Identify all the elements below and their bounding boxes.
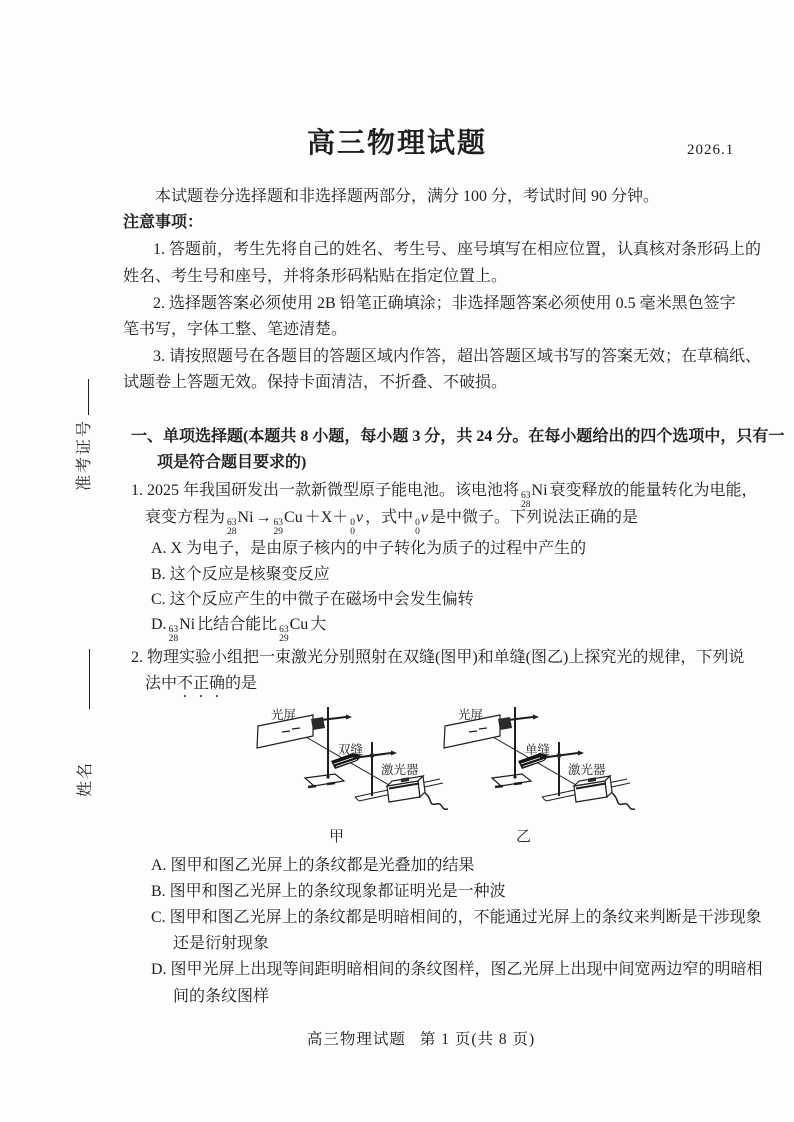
mass-number: 0 bbox=[415, 518, 420, 528]
base-foot bbox=[308, 786, 316, 787]
crossbar-arrow bbox=[346, 715, 352, 720]
nuclide-stack bbox=[274, 519, 284, 537]
particle-symbol: ν bbox=[356, 509, 364, 526]
mass-number: 0 bbox=[350, 518, 355, 528]
crossbar-arrow bbox=[533, 715, 539, 720]
nuclide-stack bbox=[227, 519, 237, 537]
q2-option-d-line-2: 间的条纹图样 bbox=[173, 988, 270, 1005]
nuclide-ni63 bbox=[225, 509, 254, 537]
crossbar-arrow bbox=[391, 751, 397, 756]
margin-name bbox=[75, 627, 93, 797]
nuclide-stack bbox=[279, 626, 289, 644]
bench-edge bbox=[542, 797, 546, 801]
section-header-line-2: 项是符合题目要求的) bbox=[157, 454, 307, 471]
q2-option-a: A. 图甲和图乙光屏上的条纹都是光叠加的结果 bbox=[151, 857, 475, 874]
margin-exam-no bbox=[74, 379, 92, 491]
figure-jia-double-slit bbox=[243, 698, 448, 846]
atomic-number: 28 bbox=[521, 500, 531, 510]
screen-label: 光屏 bbox=[458, 708, 484, 722]
base-bolt bbox=[513, 775, 516, 778]
nuclide-neutrino bbox=[348, 509, 364, 537]
element-symbol: Cu bbox=[284, 509, 303, 526]
page-title: 高三物理试题 bbox=[306, 128, 487, 159]
q2-option-b: B. 图甲和图乙光屏上的条纹现象都证明光是一种波 bbox=[151, 883, 506, 900]
notice-header: 注意事项： bbox=[123, 214, 204, 231]
notice-1-line-1: 1. 答题前，考生先将自己的姓名、考生号、座号填写在相应位置，认真核对条形码上的 bbox=[153, 241, 762, 258]
q2-option-d-line-1: D. 图甲光屏上出现等间距明暗相间的条纹图样，图乙光屏上出现中间宽两边窄的明暗相 bbox=[151, 961, 763, 978]
stand-base bbox=[305, 774, 344, 786]
element-symbol: Ni bbox=[531, 482, 548, 499]
q1-line-2: 衰变方程为 63 28 Ni → 63 29 Cu ＋X＋ 0 0 ν ，式中 0 0 ν 是中微子。下列说法正确的是 bbox=[145, 509, 638, 537]
laser-cable bbox=[612, 793, 635, 809]
notice-2-line-2: 笔书写，字体工整、笔迹清楚。 bbox=[123, 321, 348, 338]
nuclide-cu63 bbox=[277, 616, 309, 644]
margin-name-blank bbox=[75, 649, 90, 709]
base-foot bbox=[514, 783, 522, 784]
mass-number: 63 bbox=[273, 518, 284, 528]
mass-number: 63 bbox=[168, 625, 179, 635]
emphasized-text: 不正确 bbox=[177, 675, 226, 692]
notice-3-line-2: 试题卷上答题无效。保持卡面清洁，不折叠、不破损。 bbox=[123, 374, 508, 391]
figure-yi-single-slit bbox=[430, 698, 635, 846]
q1-option-c: C. 这个反应产生的中微子在磁场中会发生偏转 bbox=[151, 591, 474, 608]
laser-box-side bbox=[605, 776, 612, 797]
atomic-number: 29 bbox=[279, 634, 289, 644]
nuclide-neutrino bbox=[413, 509, 428, 537]
figure-caption: 甲 bbox=[329, 829, 345, 845]
rod-clamp bbox=[370, 753, 375, 758]
screen-label: 光屏 bbox=[271, 708, 297, 722]
exam-date: 2026.1 bbox=[687, 142, 735, 158]
laser-label: 激光器 bbox=[568, 763, 606, 777]
footer-page-number: 第 1 页(共 8 页) bbox=[419, 1031, 536, 1048]
q1-line-1: 1. 2025 年我国研发出一款新微型原子能电池。该电池将 63 28 Ni 衰变释放的能量转化为电能， bbox=[131, 482, 758, 510]
margin-exam-no-label: 准考证号 bbox=[76, 418, 93, 491]
notice-2-line-1: 2. 选择题答案必须使用 2B 铅笔正确填涂；非选择题答案必须使用 0.5 毫米黑色签字 bbox=[153, 295, 736, 312]
atomic-number: 29 bbox=[273, 527, 284, 537]
base-foot bbox=[495, 786, 503, 787]
q2-line-2: 法中不正确的是 bbox=[145, 675, 258, 692]
atomic-number: 0 bbox=[350, 527, 355, 537]
element-symbol: Cu bbox=[289, 616, 309, 633]
nuclide-cu63 bbox=[272, 509, 303, 537]
stand-base bbox=[492, 774, 531, 786]
section-header-line-1: 一、单项选择题(本题共 8 小题，每小题 3 分，共 24 分。在每小题给出的四个选项中，只有一 bbox=[131, 428, 785, 445]
laser-box-side bbox=[418, 776, 425, 797]
nuclide-stack bbox=[350, 519, 355, 537]
laser-label: 激光器 bbox=[381, 763, 419, 777]
mass-number: 63 bbox=[521, 491, 531, 501]
mass-number: 63 bbox=[279, 625, 289, 635]
figure-caption: 乙 bbox=[516, 829, 532, 845]
element-symbol: Ni bbox=[237, 509, 254, 526]
notice-3-line-1: 3. 请按照题号在各题目的答题区域内作答，超出答题区域书写的答案无效；在草稿纸、 bbox=[153, 348, 762, 365]
notice-1-line-2: 姓名、考生号和座号，并将条形码粘贴在指定位置上。 bbox=[123, 268, 508, 285]
margin-name-label: 姓名 bbox=[77, 760, 94, 797]
q2-option-c-line-1: C. 图甲和图乙光屏上的条纹都是明暗相间的，不能通过光屏上的条纹来判断是干涉现象 bbox=[151, 909, 762, 926]
reaction-arrow: → bbox=[255, 509, 272, 526]
bench-edge bbox=[355, 797, 359, 801]
q1-option-a: A. X 为电子，是由原子核内的中子转化为质子的过程中产生的 bbox=[151, 540, 587, 557]
footer-doc-title: 高三物理试题 bbox=[306, 1031, 406, 1048]
atomic-number: 0 bbox=[415, 527, 420, 537]
base-foot bbox=[327, 783, 335, 784]
element-symbol: Ni bbox=[179, 616, 196, 633]
slit-label: 双缝 bbox=[338, 743, 364, 757]
q2-option-c-line-2: 还是衍射现象 bbox=[173, 935, 270, 952]
screen-clamp bbox=[498, 717, 512, 730]
mass-number: 63 bbox=[227, 518, 237, 528]
atomic-number: 28 bbox=[168, 634, 179, 644]
rod-clamp bbox=[557, 753, 562, 758]
page-footer bbox=[0, 1027, 794, 1049]
q2-line-1: 2. 物理实验小组把一束激光分别照射在双缝(图甲)和单缝(图乙)上探究光的规律，下列说 bbox=[131, 649, 745, 666]
slit-label: 单缝 bbox=[525, 743, 551, 757]
base-bolt bbox=[326, 775, 329, 778]
q1-option-d: D. 63 28 Ni 比结合能比 63 29 Cu 大 bbox=[151, 616, 327, 644]
nuclide-stack bbox=[415, 519, 420, 537]
screen-clamp bbox=[311, 717, 325, 730]
nuclide-stack bbox=[169, 626, 179, 644]
q1-option-b: B. 这个反应是核聚变反应 bbox=[151, 566, 330, 583]
atomic-number: 28 bbox=[227, 527, 237, 537]
particle-symbol: ν bbox=[420, 509, 428, 526]
margin-exam-no-blank bbox=[74, 379, 89, 415]
intro-paragraph: 本试题卷分选择题和非选择题两部分，满分 100 分，考试时间 90 分钟。 bbox=[155, 188, 660, 205]
crossbar-arrow bbox=[578, 751, 584, 756]
nuclide-ni63 bbox=[519, 482, 548, 510]
nuclide-ni63 bbox=[167, 616, 196, 644]
